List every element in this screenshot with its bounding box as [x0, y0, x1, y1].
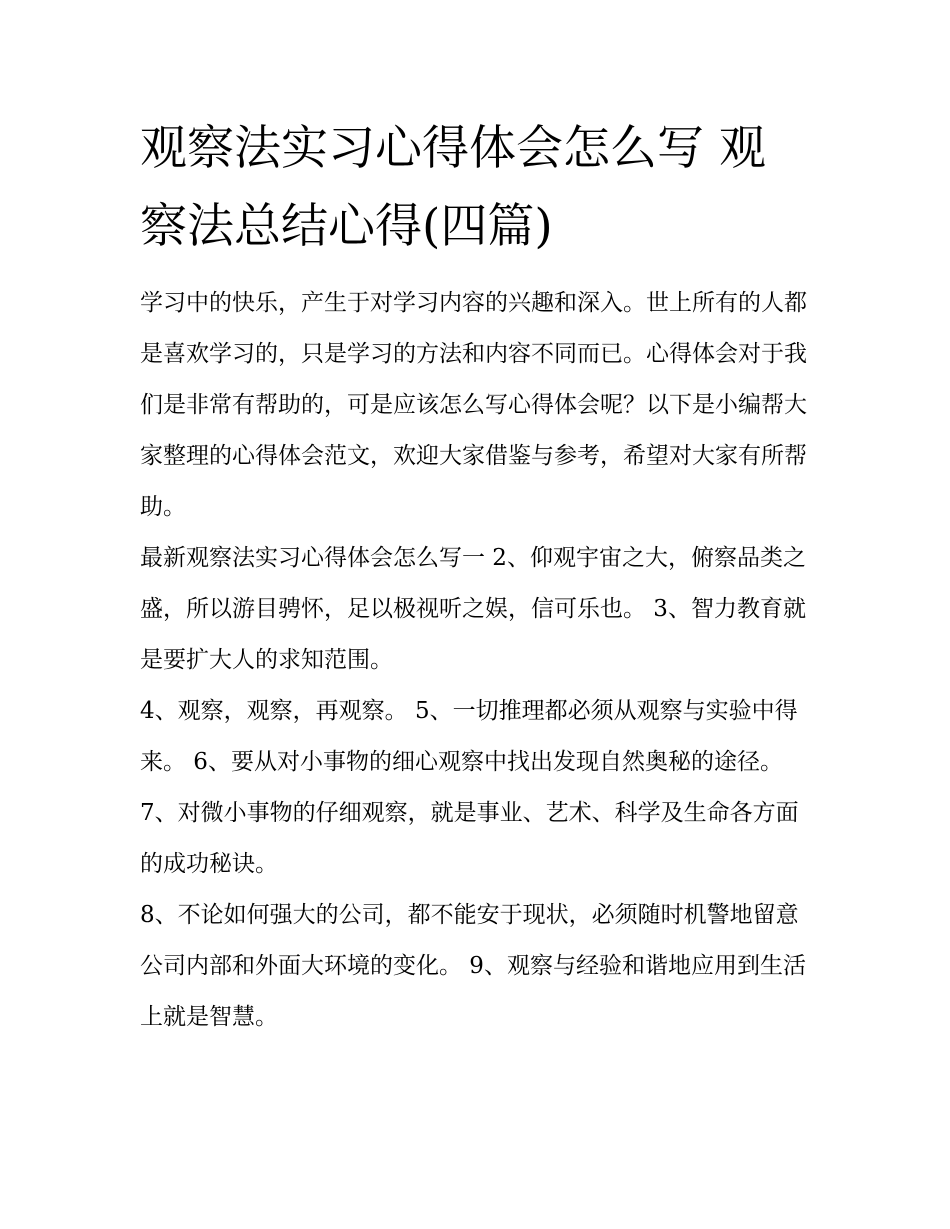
- paragraph-quote-7: 7、对微小事物的仔细观察，就是事业、艺术、科学及生命各方面的成功秘诀。: [140, 800, 799, 877]
- paragraph-quotes-4-6: 4、观察，观察，再观察。 5、一切推理都必须从观察与实验中得来。 6、要从对小事物的细心观察中找出发现自然奥秘的途径。: [140, 698, 798, 775]
- paragraph-intro: 学习中的快乐，产生于对学习内容的兴趣和深入。世上所有的人都是喜欢学习的，只是学习的方法和内容不同而已。心得体会对于我们是非常有帮助的，可是应该怎么写心得体会呢？以下是小编帮大家整理的心得体会范文，欢迎大家借鉴与参考，希望对大家有所帮助。: [140, 290, 807, 520]
- document-title: 观察法实习心得体会怎么写 观察法总结心得(四篇): [140, 121, 766, 254]
- paragraph-quotes-2-3: 最新观察法实习心得体会怎么写一 2、仰观宇宙之大，俯察品类之盛，所以游目骋怀，足以极视听之娱，信可乐也。 3、智力教育就是要扩大人的求知范围。: [140, 545, 806, 673]
- paragraph-quotes-8-9: 8、不论如何强大的公司，都不能安于现状，必须随时机警地留意公司内部和外面大环境的变化。 9、观察与经验和谐地应用到生活上就是智慧。: [140, 902, 806, 1030]
- title-spacer: [140, 266, 812, 278]
- document-body: [140, 110, 812, 1043]
